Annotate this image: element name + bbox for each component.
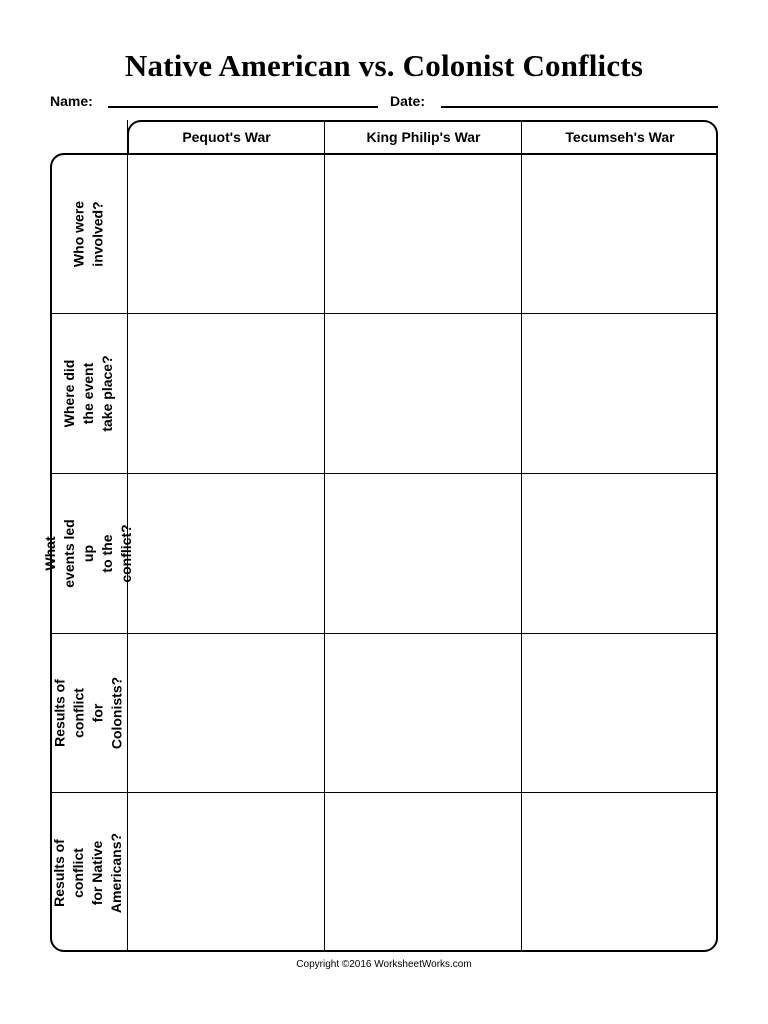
answer-cell[interactable]: [128, 474, 324, 633]
copyright-footer: Copyright ©2016 WorksheetWorks.com: [296, 959, 472, 970]
row-label-who-involved: Who were involved?: [70, 200, 106, 267]
answer-cell[interactable]: [325, 793, 521, 950]
answer-cell[interactable]: [522, 154, 716, 313]
date-line[interactable]: [441, 106, 718, 108]
answer-cell[interactable]: [522, 634, 716, 792]
name-line[interactable]: [108, 106, 378, 108]
row-label-cell: [50, 793, 127, 952]
answer-cell[interactable]: [128, 793, 324, 950]
answer-cell[interactable]: [325, 154, 521, 313]
answer-cell[interactable]: [325, 314, 521, 473]
answer-cell[interactable]: [325, 634, 521, 792]
answer-cell[interactable]: [522, 474, 716, 633]
answer-cell[interactable]: [128, 154, 324, 313]
answer-cell[interactable]: [522, 793, 716, 950]
row-label-results-colonists: Results of conflict for Colonists?: [51, 676, 125, 750]
row-label-cell: [42, 474, 134, 633]
row-label-cell: [50, 314, 127, 473]
answer-cell[interactable]: [128, 634, 324, 792]
date-label: Date:: [390, 93, 426, 109]
row-label-cell: [50, 154, 127, 313]
answer-cell[interactable]: [128, 314, 324, 473]
row-label-where-place: Where did the event take place?: [61, 355, 115, 432]
column-header-tecumsehs-war: Tecumseh's War: [565, 129, 675, 145]
answer-cell[interactable]: [325, 474, 521, 633]
worksheet-title: Native American vs. Colonist Conflicts: [124, 48, 644, 83]
name-label: Name:: [50, 93, 93, 109]
conflict-table: [42, 120, 718, 952]
answer-cell[interactable]: [522, 314, 716, 473]
row-label-cell: [50, 634, 127, 792]
row-label-results-native-americans: Results of conflict for Native Americans?: [51, 832, 125, 913]
column-header-pequots-war: Pequot's War: [182, 129, 271, 145]
column-header-king-philips-war: King Philip's War: [366, 129, 481, 145]
row-label-events-led-up: What events led up to the conflict?: [42, 519, 134, 588]
